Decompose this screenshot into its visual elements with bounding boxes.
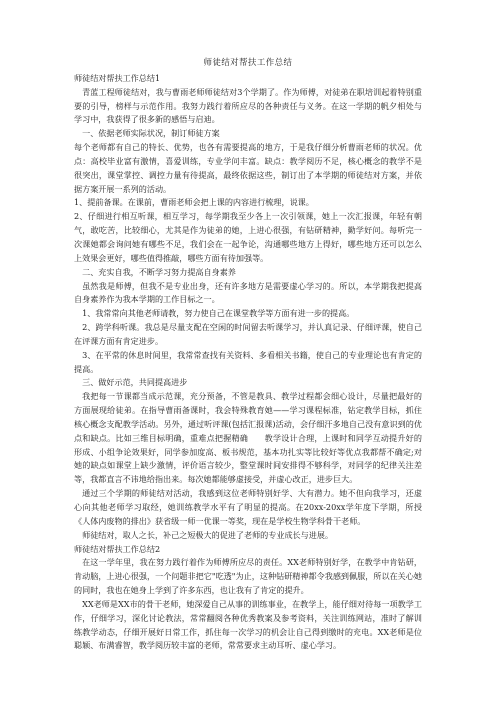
paragraph: 一、依据老师实际状况，制订师徒方案 (82, 128, 220, 139)
paragraph: 二、充实自我，不断学习努力提高自身素养 (82, 266, 236, 277)
paragraph: 通过三个学期的师徒结对活动，我感到这位老师特别好学、大有潜力。她不但向我学习，还虚心向其他老师学习取经，她训练教学水平有了明显的提高。在20xx-20xx学年度下学期，所授《人体内废物的排出》获省级一师一优课一等奖，现在是学校生物学科骨干老师。 (74, 488, 422, 526)
paragraph: 我把每一节课都当成示范课，充分预备，不管是教具、教学过程都会细心设计，尽量把最好的方面展现给徒弟。在指导曹雨备课时，我会特殊教育她——学习课程标准，钻定教学目标，抓住核心概念支配教学活动。另外，通过听评课(包括汇报课)活动，会仔细汗多地自己没有意识到的优点和缺点。比如三维目标明确，重难点把握精确 教学设计合理，上课时和同学互动提升好的形成、小组争论效果好，同学参加度高、板书规范，基本功扎实等比较好等优点我都帮不确定;对她的缺点如课堂上缺少激情，评价语言较少，整堂课时间安排得不够科学，对同学的纪律关注差等，我都直言不讳地给指出来。每次她都能够虚接受，并虚心改正，进步巨大。 (74, 391, 422, 485)
paragraph: 虽然我是师傅，但我不是专业出身，还有许多地方是需要虚心学习的。所以，本学期我把提高自身素养作为我本学期的工作目标之一。 (74, 280, 422, 305)
paragraph: 师徒结对，取人之长，补己之短极大的促进了老师的专业成长与进展。 (82, 529, 334, 540)
paragraph: 2、跨学科听课。我总是尽量支配在空闲的时间留去听课学习，并认真记录、仔细评课，使自己在评课方面有肯定进步。 (74, 322, 422, 346)
paragraph: 1、提前备课。在课前，曹雨老师会把上课的内容进行梳理，说课。 (74, 197, 314, 208)
section-heading: 师徒结对帮扶工作总结1 (74, 72, 161, 83)
section-heading: 师徒结对帮扶工作总结2 (74, 543, 161, 554)
paragraph: 三、做好示范，共同提高进步 (82, 377, 188, 388)
paragraph: 每个老师都有自己的特长、优势，也各有需要提高的地方，于是我仔细分析曹雨老师的状况。优点：高校毕业富有激情，喜爱训练，专业学问丰富。缺点：教学阅历不足，核心概念的教学不是很突出，课堂掌控、调控力量有待提高，最终依据这些，制订出了本学期的师徒结对方案，并依据方案开展一系列的活动。 (74, 142, 422, 194)
paragraph: 在这一学年里，我在努力践行着作为师傅所应尽的责任。XX老师特别好学，在教学中肯钻研，肯动脑，上进心很强，一个问题非把它"吃透"为止，这种钻研精神都令我感到佩服，所以在关心她的同时，我也在她身上学到了许多东西，也让我有了肯定的提升。 (74, 557, 422, 596)
paragraph: 3、在平常的休息时间里，我常常查找有关资料、多看相关书籍，使自己的专业理论也有肯定的提高。 (74, 349, 422, 374)
paragraph: 2、仔细进行相互听课，相互学习，每学期我至少各上一次引领课，她上一次汇报课，年轻有朝气，敢吃苦，比较细心，尤其是作为徒弟的她，上进心很强，有钻研精神，勤学好问。每听完一次课她都会询问她有哪些不足，我们会在一起争论，沟通哪些地方上得好，哪些地方还可以怎么上效果会更好，哪些值得推敲，哪些方面有待加强等。 (74, 211, 422, 263)
document-body (74, 72, 422, 653)
document-title: 师徒结对帮扶工作总结 (203, 57, 293, 67)
paragraph: 1、我常常向其他老师请教，努力使自己在课堂教学等方面有进一步的提高。 (82, 308, 355, 319)
paragraph: 青蓝工程师徒结对，我与曹雨老师师徒结对3个学期了。作为师傅，对徒弟在职培训起着特别重要的引导，榜样与示范作用。我努力践行着所应尽的各种责任与义务。在这一学期的帆夕相处与学习中，我获得了很多新的感悟与启迪。 (74, 86, 422, 125)
paragraph: XX老师是XX市的骨干老师，她深爱自己从事的训练事业，在教学上，能仔细对待每一项教学工作，仔细学习，深化讨论教法，常常翻阅各种优秀教案及参考资料，关注训练网站，准时了解训练教学动态，仔细开展好日常工作，抓住每一次学习的机会让自己得到缴时的充电。XX老师是位聪颖、布满睿智，教学阅历较丰富的老师，常常要求主动耳听、虚心学习。 (74, 598, 422, 651)
